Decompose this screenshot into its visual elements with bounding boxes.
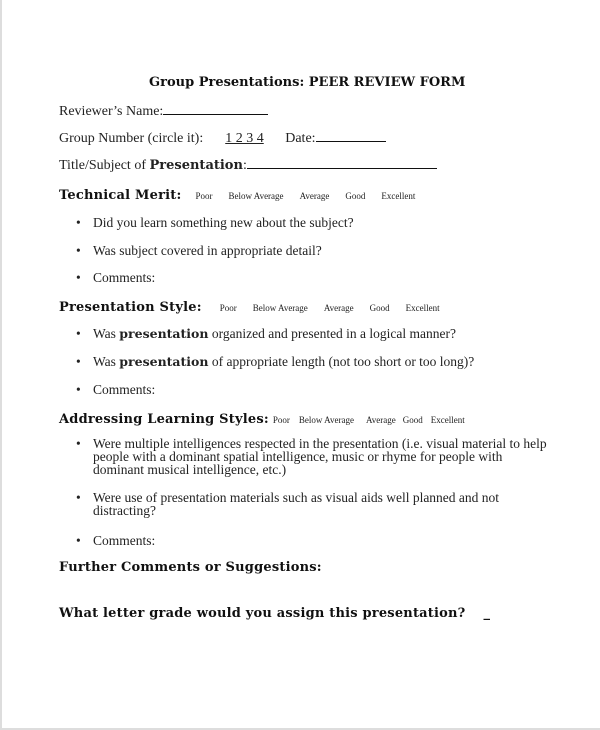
bullet-icon: • [76, 215, 81, 230]
group-number-label: Group Number (circle it): [59, 131, 204, 146]
rating-excellent[interactable]: Excellent [405, 303, 440, 313]
item-text-bold: presentation [119, 326, 209, 341]
rating-poor[interactable]: Poor [272, 415, 290, 425]
list-item [76, 270, 156, 285]
item-text: Comments: [93, 270, 156, 285]
presentation-style-header [59, 298, 456, 316]
item-text-bold: presentation [119, 354, 209, 369]
item-text: organized and presented in a logical manner? [208, 326, 457, 341]
section-heading: Technical Merit: [59, 188, 182, 203]
item-text: Did you learn something new about the subject? [93, 215, 354, 230]
rating-average[interactable]: Average [323, 303, 354, 313]
list-item [76, 382, 156, 397]
item-text: Was [93, 326, 120, 341]
item-text: Were use of presentation materials such as visual aids well planned and not distracting? [93, 490, 500, 518]
subject-label: Title/Subject of [59, 158, 150, 173]
item-text: Were multiple intelligences respected in the presentation (i.e. visual material to help people with a dominant spatial intelligence, music or rhyme for people with dominant musical intelligence, etc.) [93, 436, 547, 477]
item-text: Comments: [93, 533, 156, 548]
further-comments-heading: Further Comments or Suggestions: [59, 560, 322, 575]
section-heading: Presentation Style: [59, 300, 202, 315]
list-item [76, 215, 354, 230]
subject-label-bold: Presentation [149, 158, 243, 173]
rating-below-average[interactable]: Below Average [252, 303, 308, 313]
item-text: Was subject covered in appropriate detail? [93, 243, 322, 258]
rating-scale [195, 191, 431, 201]
group-number-options[interactable]: 1 2 3 4 [225, 131, 264, 146]
reviewer-name-blank[interactable] [163, 113, 268, 115]
list-item [76, 243, 322, 258]
reviewer-name-label: Reviewer’s Name: [59, 104, 164, 119]
rating-poor[interactable]: Poor [219, 303, 237, 313]
rating-good[interactable]: Good [402, 415, 423, 425]
reviewer-name-field[interactable] [59, 104, 268, 120]
rating-good[interactable]: Good [369, 303, 390, 313]
grade-question [59, 604, 490, 622]
rating-below-average[interactable]: Below Average [298, 415, 354, 425]
rating-scale [273, 415, 481, 425]
group-number-field[interactable] [59, 131, 386, 147]
list-item [76, 436, 548, 477]
rating-below-average[interactable]: Below Average [228, 191, 284, 201]
bullet-icon: • [76, 270, 81, 285]
date-label: Date: [285, 131, 316, 146]
subject-colon: : [242, 158, 247, 173]
item-text: of appropriate length (not too short or too long)? [208, 354, 475, 369]
list-item [76, 326, 457, 341]
rating-excellent[interactable]: Excellent [381, 191, 416, 201]
rating-good[interactable]: Good [345, 191, 366, 201]
item-text: Comments: [93, 382, 156, 397]
grade-blank[interactable]: _ [483, 606, 491, 621]
learning-styles-header [59, 410, 481, 428]
item-text: Was [93, 354, 120, 369]
list-item [76, 490, 533, 518]
bullet-icon: • [76, 533, 81, 548]
technical-merit-header [59, 186, 431, 204]
rating-average[interactable]: Average [365, 415, 396, 425]
section-heading: Addressing Learning Styles: [59, 412, 269, 427]
date-blank[interactable] [316, 140, 386, 142]
rating-scale [220, 303, 456, 313]
bullet-icon: • [76, 326, 81, 341]
rating-average[interactable]: Average [299, 191, 330, 201]
form-title: Group Presentations: PEER REVIEW FORM [149, 75, 466, 90]
bullet-icon: • [76, 382, 81, 397]
bullet-icon: • [76, 354, 81, 369]
list-item [76, 354, 475, 369]
subject-field[interactable] [59, 158, 437, 174]
bullet-icon: • [76, 490, 81, 505]
rating-poor[interactable]: Poor [195, 191, 213, 201]
subject-blank[interactable] [247, 167, 437, 169]
bullet-icon: • [76, 436, 81, 451]
bullet-icon: • [76, 243, 81, 258]
rating-excellent[interactable]: Excellent [430, 415, 465, 425]
list-item [76, 533, 156, 548]
grade-question-text: What letter grade would you assign this presentation? [59, 606, 466, 621]
